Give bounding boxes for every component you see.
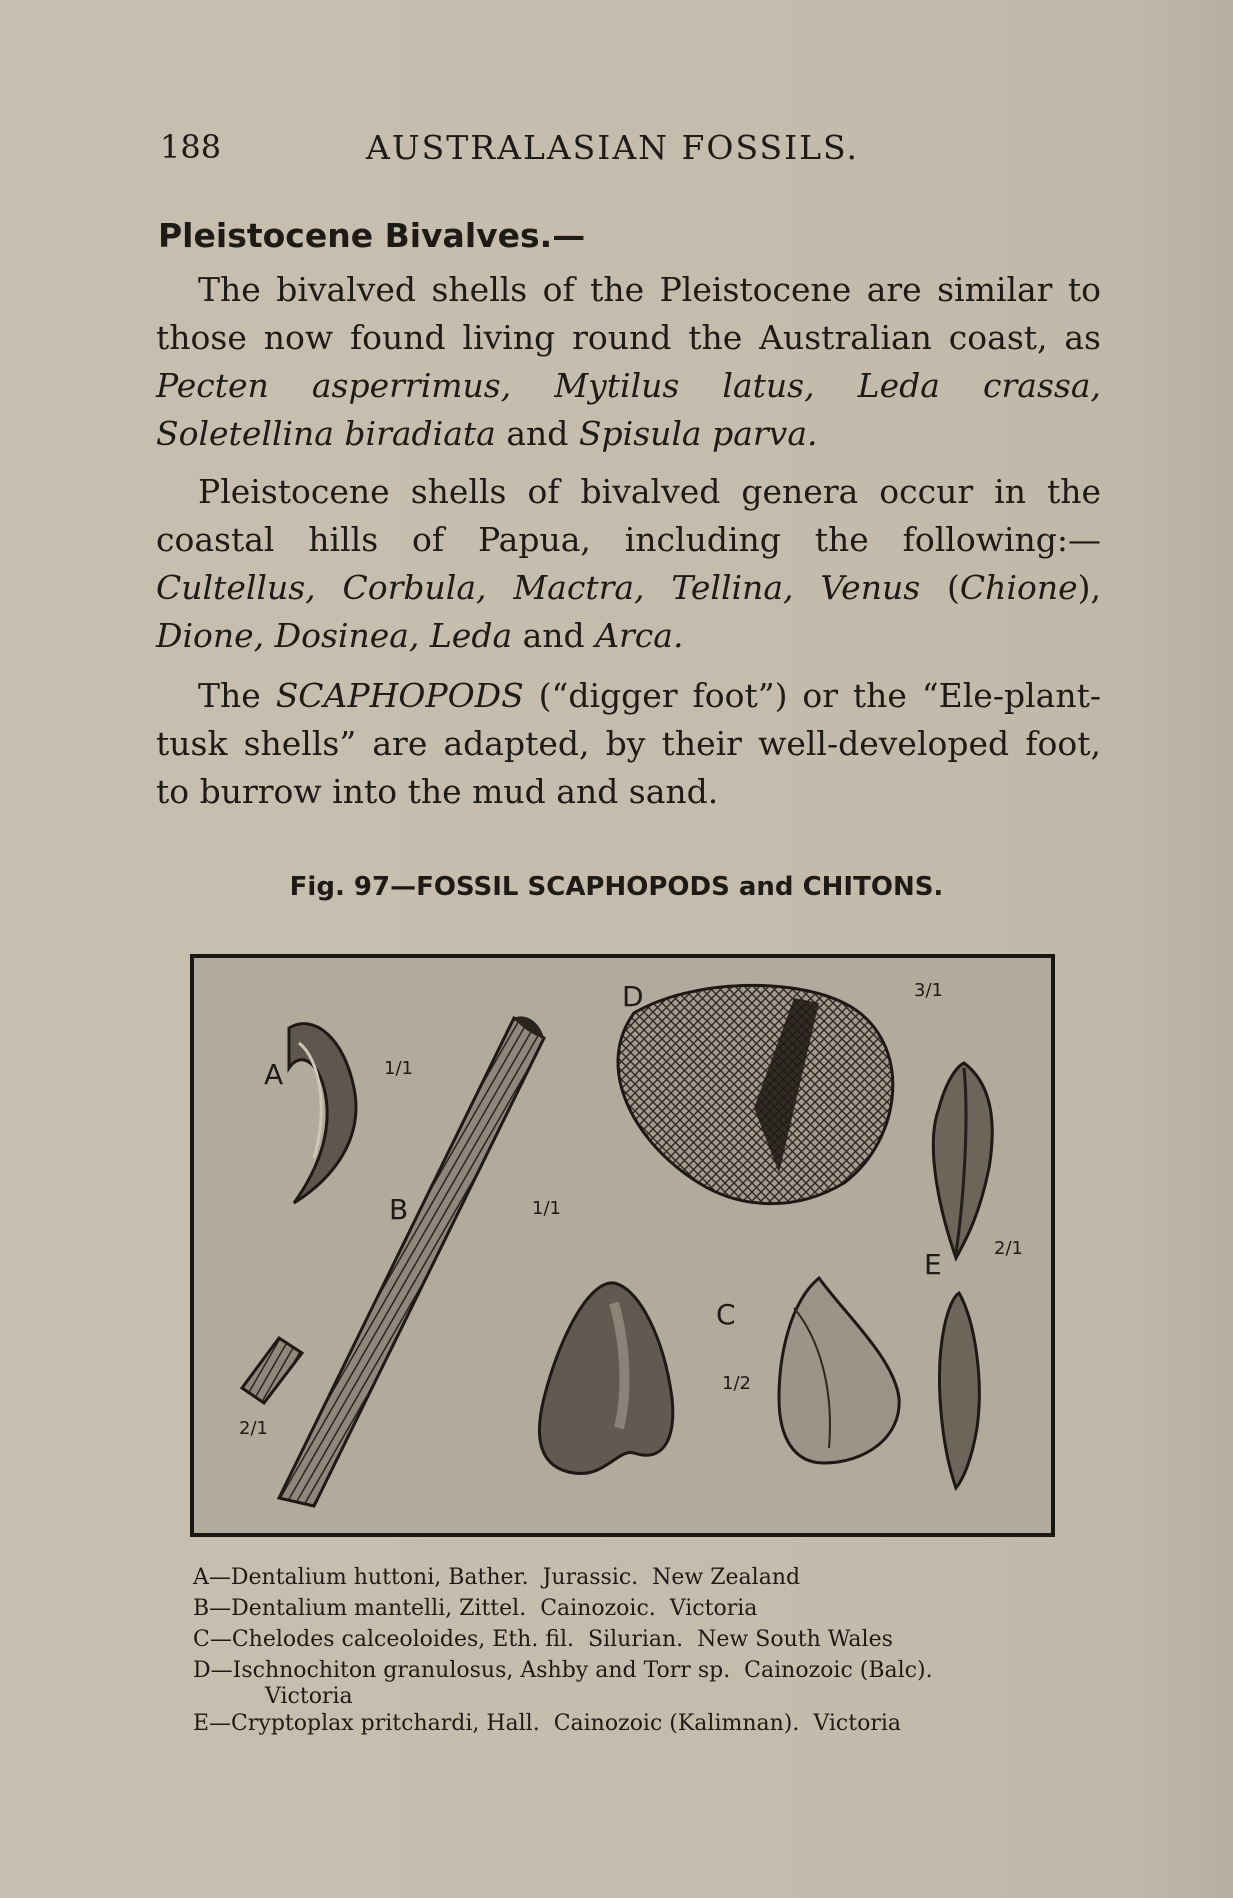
text-run: Pleistocene shells of bivalved genera occur in the coastal hills of Papua, including the following:— — [156, 472, 1101, 559]
genus-name: Chione — [959, 568, 1078, 607]
label-d: D — [622, 980, 644, 1013]
label-c: C — [716, 1298, 736, 1331]
genus-name: Arca. — [595, 616, 684, 655]
genus-names: Dione, Dosinea, Leda — [156, 616, 513, 655]
scale-b: 1/1 — [532, 1198, 561, 1219]
scale-c: 1/2 — [722, 1373, 751, 1394]
label-e: E — [924, 1248, 942, 1281]
legend-item-d — [193, 1655, 1093, 1708]
legend-item-c: C—Chelodes calceoloides, Eth. fil. Silurian. New South Wales — [193, 1627, 893, 1652]
scale-b-small: 2/1 — [239, 1418, 268, 1439]
text-run: The bivalved shells of the Pleistocene are similar to those now found living round the Australian coast, as — [156, 270, 1101, 357]
section-heading: Pleistocene Bivalves.— — [158, 216, 586, 255]
legend-item-b: B—Dentalium mantelli, Zittel. Cainozoic. Victoria — [193, 1596, 758, 1621]
scale-a: 1/1 — [384, 1058, 413, 1079]
text-run: and — [512, 616, 596, 655]
text-run: (“digger foot”) or the “Ele-plant-tusk shells” are adapted, by their well-developed foot, to burrow into the mud and sand. — [156, 676, 1101, 811]
paragraph-bivalves — [156, 266, 1101, 458]
label-a: A — [264, 1058, 284, 1091]
text-run: ), — [1077, 568, 1101, 607]
scale-d: 3/1 — [914, 980, 943, 1001]
text-run: ( — [920, 568, 960, 607]
legend-item-e: E—Cryptoplax pritchardi, Hall. Cainozoic (Kalimnan). Victoria — [193, 1711, 901, 1736]
legend-item-d-text: D—Ischnochiton granulosus, Ashby and Torr sp. Cainozoic (Balc). — [193, 1658, 933, 1683]
fossil-plate-figure — [190, 954, 1055, 1537]
term-scaphopods: SCAPHOPODS — [275, 676, 524, 715]
species-name: Spisula parva. — [578, 414, 818, 453]
running-title: AUSTRALASIAN FOSSILS. — [366, 128, 859, 167]
text-run: The — [198, 676, 276, 715]
page-header — [160, 128, 1060, 172]
figure-caption: Fig. 97—FOSSIL SCAPHOPODS and CHITONS. — [289, 872, 944, 902]
page-number: 188 — [160, 128, 222, 166]
legend-item-d-continuation: Victoria — [265, 1684, 353, 1709]
figure-legend — [193, 1562, 1093, 1739]
paragraph-scaphopods — [156, 672, 1101, 816]
label-b: B — [389, 1193, 409, 1226]
species-names: Pecten asperrimus, Mytilus latus, Leda crassa, Soletellina biradiata — [156, 366, 1101, 453]
genus-names: Cultellus, Corbula, Mactra, Tellina, Venus — [156, 568, 921, 607]
scale-e: 2/1 — [994, 1238, 1023, 1259]
legend-item-a: A—Dentalium huttoni, Bather. Jurassic. New Zealand — [193, 1565, 801, 1590]
fossil-illustration — [194, 958, 1051, 1533]
text-run: and — [495, 414, 579, 453]
paragraph-papua — [156, 468, 1101, 660]
